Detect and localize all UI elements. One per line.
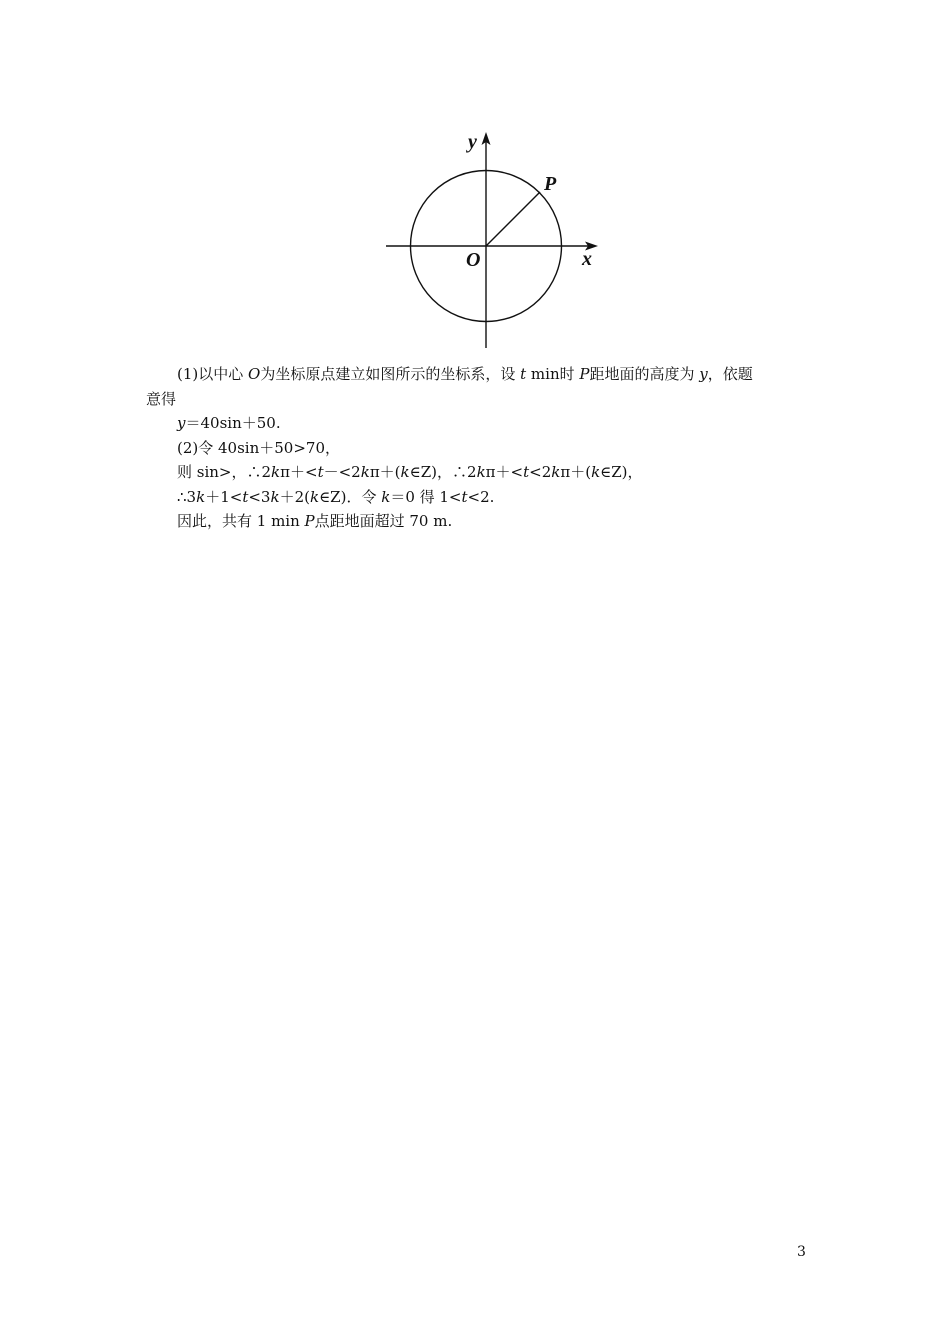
- x-axis-label: x: [582, 248, 592, 270]
- math-var: k: [381, 487, 391, 506]
- origin-label: O: [466, 249, 481, 271]
- math-var: k: [270, 487, 280, 506]
- text-line-6: [146, 485, 810, 510]
- math-var: P: [579, 365, 590, 383]
- text-run: <2: [529, 463, 552, 481]
- coordinate-circle-figure: [380, 122, 606, 352]
- text-run: ＝0 得 1<: [390, 487, 462, 506]
- circle-diagram: [380, 122, 606, 352]
- text-run: min时: [526, 365, 580, 383]
- text-run: 意得: [146, 389, 177, 408]
- math-var: k: [400, 463, 410, 481]
- text-run: 距地面的高度为: [589, 365, 700, 383]
- math-var: P: [304, 512, 315, 530]
- text-run: π＋(: [560, 463, 592, 481]
- math-var: t: [317, 463, 324, 481]
- text-run: －<2: [323, 463, 361, 481]
- y-axis-label: y: [468, 131, 477, 153]
- math-var: k: [196, 487, 206, 506]
- math-var: y: [699, 365, 708, 383]
- text-line-2: [146, 387, 810, 412]
- text-run: (1)以中心: [177, 365, 249, 383]
- text-run: π＋<: [485, 463, 524, 481]
- text-run: ＋2(: [279, 487, 310, 506]
- math-var: k: [591, 463, 601, 481]
- text-run: 为坐标原点建立如图所示的坐标系，设: [260, 365, 521, 383]
- text-run: ＋1<: [205, 487, 243, 506]
- text-run: π＋(: [369, 463, 401, 481]
- text-run: ＝40sin＋50.: [185, 414, 281, 432]
- text-run: (2)令 40sin＋50>70，: [177, 438, 341, 457]
- math-var: t: [242, 487, 249, 506]
- text-line-7: [146, 509, 810, 534]
- text-run: 因此，共有 1 min: [177, 512, 305, 530]
- math-var: t: [461, 487, 468, 506]
- math-var: k: [551, 463, 561, 481]
- point-p-label: P: [544, 173, 557, 195]
- text-run: 则 sin>，∴2: [177, 463, 272, 481]
- text-line-1: [146, 362, 810, 387]
- text-run: 点距地面超过 70 m.: [314, 512, 453, 530]
- math-var: k: [271, 463, 281, 481]
- math-var: k: [476, 463, 486, 481]
- text-run: ∈Z)，: [600, 463, 643, 481]
- text-run: ∴3: [177, 487, 197, 506]
- math-var: k: [309, 487, 320, 506]
- radius-op: [486, 192, 540, 246]
- text-line-5: [146, 460, 810, 485]
- text-run: <3: [248, 487, 271, 506]
- text-run: ，依题: [707, 365, 753, 383]
- math-var: y: [177, 414, 186, 432]
- math-var: t: [523, 463, 530, 481]
- page-number: 3: [797, 1244, 806, 1260]
- math-var: O: [248, 365, 261, 383]
- text-run: ∈Z)，∴2: [409, 463, 477, 481]
- math-var: k: [360, 463, 370, 481]
- text-run: ∈Z)．令: [319, 487, 382, 506]
- text-line-4: [146, 436, 810, 461]
- text-run: <2.: [467, 487, 495, 506]
- text-run: π＋<: [280, 463, 318, 481]
- math-var: t: [520, 365, 527, 383]
- text-line-3: [146, 411, 810, 436]
- solution-text: [146, 362, 810, 534]
